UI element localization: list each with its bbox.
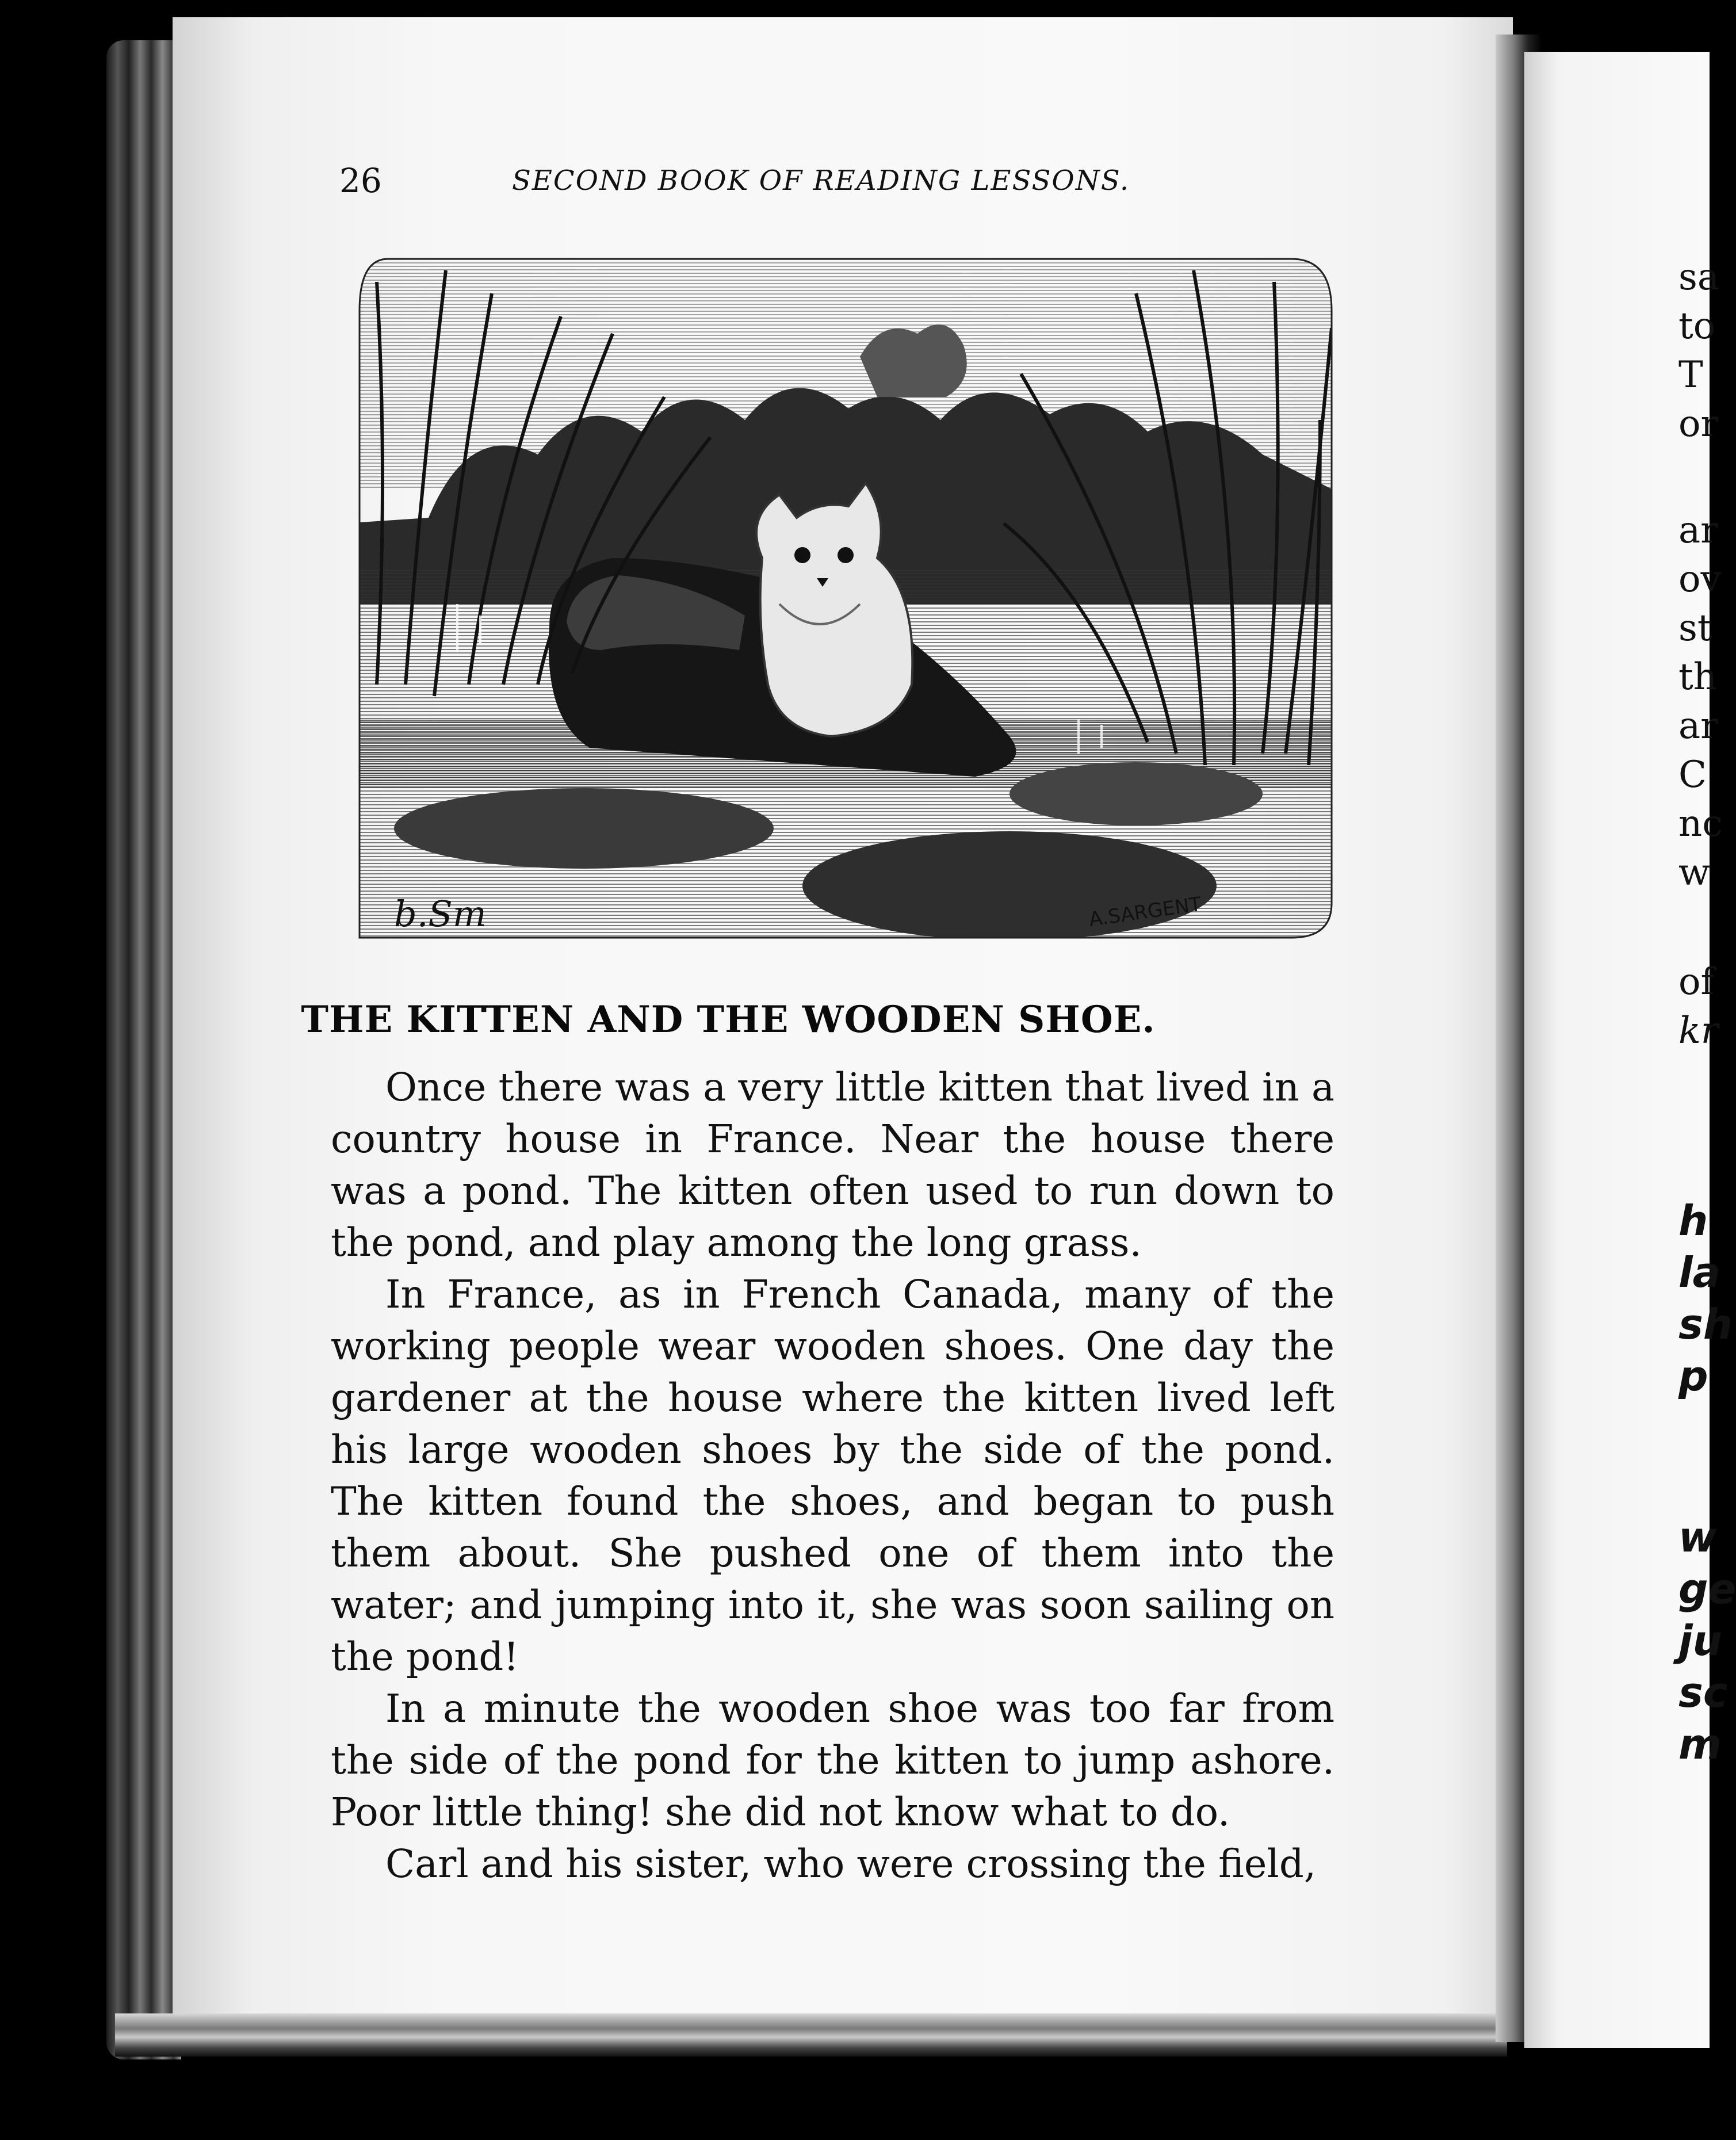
facing-fragment: ov xyxy=(1678,558,1722,601)
story-title: THE KITTEN AND THE WOODEN SHOE. xyxy=(301,998,1156,1041)
facing-fragment: m xyxy=(1678,1720,1722,1768)
facing-fragment: w xyxy=(1678,1513,1717,1561)
facing-fragment: p xyxy=(1678,1352,1708,1400)
signature-left: b.Sm xyxy=(394,893,487,935)
facing-fragment: ar xyxy=(1678,509,1718,552)
story-paragraph: In a minute the wooden shoe was too far from the side of the pond for the kitten to jump ashore. Poor little thing! she did not know what to do. xyxy=(331,1686,1334,1835)
facing-fragment: ar xyxy=(1678,705,1718,747)
running-head: SECOND BOOK OF READING LESSONS. xyxy=(512,165,1130,197)
book-bottom-edge xyxy=(115,2013,1507,2057)
facing-fragment: h xyxy=(1678,1197,1708,1245)
facing-fragment: ju xyxy=(1678,1617,1722,1665)
facing-fragment: la xyxy=(1678,1248,1721,1297)
facing-fragment: ge xyxy=(1678,1565,1736,1613)
signature-right: A.SARGENT xyxy=(1087,892,1203,931)
facing-fragment: sc xyxy=(1678,1668,1728,1717)
facing-fragment: sh xyxy=(1678,1300,1733,1348)
facing-fragment: nc xyxy=(1678,803,1723,845)
story-paragraph: Once there was a very little kitten that lived in a country house in France. Near the house there was a pond. The kitten often used to run down to the pond, and play among the long grass. xyxy=(331,1065,1334,1265)
book-binding-edge xyxy=(106,40,181,2059)
facing-fragment: th xyxy=(1678,656,1717,698)
facing-fragment: kr xyxy=(1678,1010,1719,1052)
facing-page xyxy=(1524,52,1736,2048)
facing-fragment: T xyxy=(1678,354,1703,396)
kitten-in-shoe-engraving xyxy=(342,247,1337,949)
story-title-wrap xyxy=(0,998,1710,1041)
page-header xyxy=(339,161,1202,207)
story-paragraph: Carl and his sister, who were crossing the field, xyxy=(385,1841,1317,1886)
facing-fragment: of xyxy=(1678,961,1715,1003)
facing-fragment: to xyxy=(1678,305,1716,347)
facing-fragment: st xyxy=(1678,607,1712,649)
facing-fragment: C xyxy=(1678,754,1707,796)
page-number: 26 xyxy=(339,161,382,200)
facing-fragment: or xyxy=(1678,403,1719,445)
facing-fragment: sa xyxy=(1678,256,1719,299)
story-body xyxy=(331,1061,1334,1890)
facing-fragment: w xyxy=(1678,851,1710,894)
story-paragraph: In France, as in French Canada, many of the working people wear wooden shoes. One day the gardener at the house where the kitten lived left his large wooden shoes by the side of the pond. The kitten found the shoes, and began to push them about. She pushed one of them into the water; and jumping into it, she was soon sailing on the pond! xyxy=(331,1272,1334,1679)
